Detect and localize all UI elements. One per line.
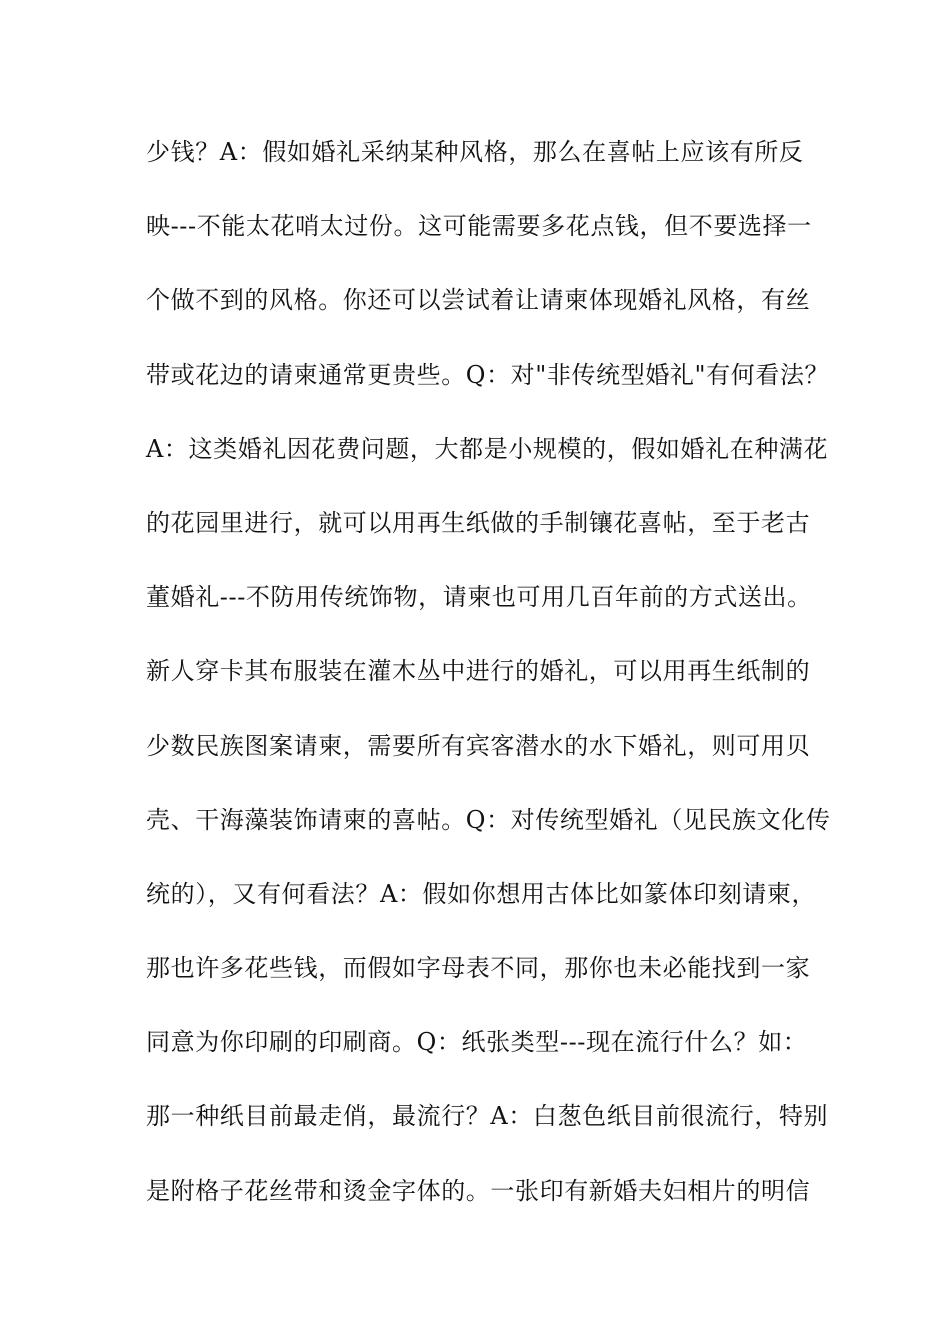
text-line: 映---不能太花哨太过份。这可能需要多花点钱，但不要选择一 — [146, 212, 812, 241]
text-line: 董婚礼---不防用传统饰物，请柬也可用几百年前的方式送出。 — [146, 583, 812, 612]
text-line: 同意为你印刷的印刷商。Q：纸张类型---现在流行什么？如： — [146, 1028, 808, 1057]
text-line: 个做不到的风格。你还可以尝试着让请柬体现婚礼风格，有丝 — [146, 286, 811, 315]
text-line: 那也许多花些钱，而假如字母表不同，那你也未必能找到一家 — [146, 954, 811, 983]
text-line: 那一种纸目前最走俏，最流行？A：白葱色纸目前很流行，特别 — [146, 1102, 829, 1131]
text-line: 是附格子花丝带和烫金字体的。一张印有新婚夫妇相片的明信 — [146, 1176, 811, 1205]
text-line: 壳、干海藻装饰请柬的喜帖。Q：对传统型婚礼（见民族文化传 — [146, 805, 831, 834]
text-line: 统的），又有何看法？A：假如你想用古体比如篆体印刻请柬， — [146, 879, 817, 908]
text-line: 新人穿卡其布服装在灌木丛中进行的婚礼，可以用再生纸制的 — [146, 657, 811, 686]
body-text — [146, 132, 831, 1245]
text-line: 带或花边的请柬通常更贵些。Q：对"非传统型婚礼"有何看法？ — [146, 360, 830, 389]
text-line: A：这类婚礼因花费问题，大都是小规模的，假如婚礼在种满花 — [146, 434, 829, 463]
text-line: 少钱？A：假如婚礼采纳某种风格，那么在喜帖上应该有所反 — [146, 138, 804, 166]
text-line: 少数民族图案请柬，需要所有宾客潜水的水下婚礼，则可用贝 — [146, 731, 811, 760]
text-line: 的花园里进行，就可以用再生纸做的手制镶花喜帖，至于老古 — [146, 508, 811, 537]
